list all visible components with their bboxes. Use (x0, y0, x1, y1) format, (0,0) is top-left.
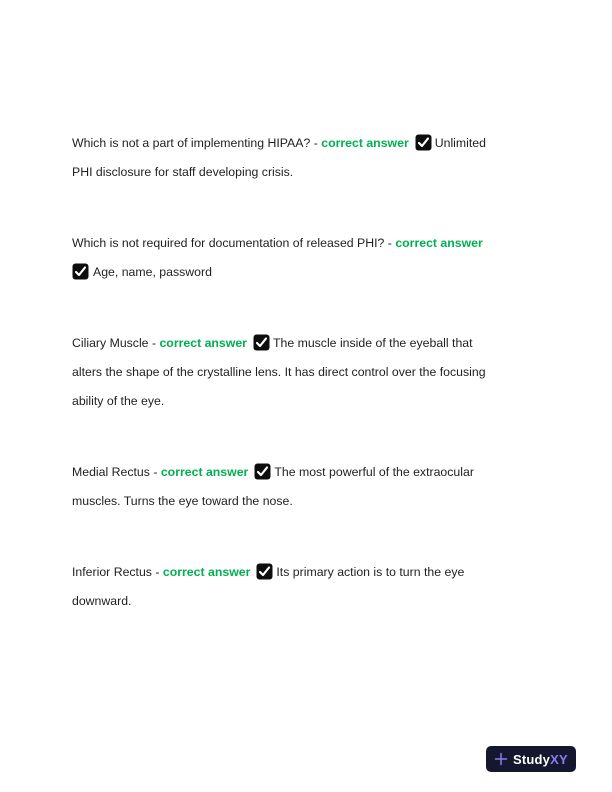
qa-text: Ciliary Muscle - (72, 336, 160, 350)
qa-line (72, 587, 552, 616)
qa-text: ability of the eye. (72, 394, 165, 408)
qa-item (72, 129, 552, 187)
qa-line (72, 558, 552, 587)
qa-text: Which is not required for documentation of released PHI? - (72, 236, 396, 250)
qa-line (72, 387, 552, 416)
correct-answer-label: correct answer (160, 465, 249, 479)
checked-checkbox-icon (254, 463, 271, 480)
qa-line (72, 329, 552, 358)
qa-line (72, 158, 552, 187)
correct-answer-label: correct answer (159, 336, 247, 350)
qa-line (72, 229, 552, 258)
qa-item (72, 458, 552, 516)
checked-checkbox-icon (72, 263, 89, 280)
studyxy-wordmark (513, 752, 568, 767)
qa-text: Inferior Rectus - (72, 565, 163, 579)
qa-line (72, 358, 552, 387)
correct-answer-label: correct answer (395, 236, 483, 250)
studyxy-logo (486, 746, 576, 772)
qa-text: Medial Rectus - (72, 465, 161, 479)
qa-text: PHI disclosure for staff developing crisis. (72, 165, 294, 179)
qa-text: Unlimited (434, 136, 486, 150)
qa-list (72, 129, 552, 616)
qa-text: alters the shape of the crystalline lens. It has direct control over the focusing (72, 365, 486, 379)
qa-item (72, 558, 552, 616)
checked-checkbox-icon (415, 134, 432, 151)
qa-line (72, 458, 552, 487)
qa-text: Age, name, password (93, 265, 212, 279)
qa-text: The muscle inside of the eyeball that (272, 336, 473, 350)
qa-text: Which is not a part of implementing HIPAA? - (72, 136, 322, 150)
qa-item (72, 229, 552, 287)
qa-text: The most powerful of the extraocular (274, 465, 474, 479)
checked-checkbox-icon (256, 563, 273, 580)
brand-primary: Study (513, 751, 551, 767)
qa-line (72, 129, 552, 158)
correct-answer-label: correct answer (162, 565, 251, 579)
qa-text: Its primary action is to turn the eye (276, 565, 465, 579)
correct-answer-label: correct answer (321, 136, 409, 150)
plus-icon (494, 752, 508, 766)
checked-checkbox-icon (253, 334, 270, 351)
qa-line (72, 487, 552, 516)
qa-item (72, 329, 552, 416)
qa-text: downward. (72, 594, 132, 608)
brand-accent: XY (550, 751, 568, 767)
qa-line (72, 258, 552, 287)
qa-text: muscles. Turns the eye toward the nose. (72, 494, 293, 508)
